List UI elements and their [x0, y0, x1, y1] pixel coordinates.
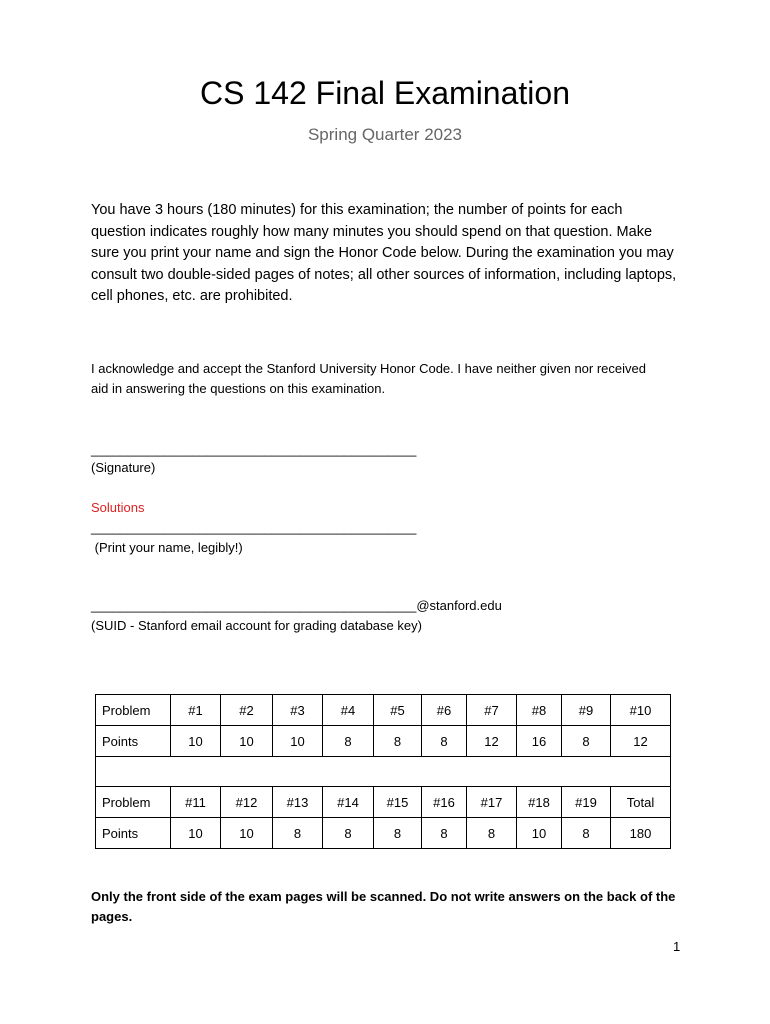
name-value: Solutions [91, 500, 145, 515]
table-cell: 8 [422, 726, 467, 757]
table-cell: #6 [422, 695, 467, 726]
table-cell: 8 [422, 818, 467, 849]
table-cell: 10 [221, 818, 273, 849]
table-cell: 8 [374, 726, 422, 757]
table-cell: 10 [273, 726, 323, 757]
table-cell: 10 [221, 726, 273, 757]
name-line: _____________________________________________ [91, 520, 417, 535]
table-cell: 8 [562, 726, 611, 757]
table-cell: 8 [323, 818, 374, 849]
table-cell: #9 [562, 695, 611, 726]
table-cell: 16 [517, 726, 562, 757]
table-cell: #15 [374, 787, 422, 818]
table-cell: #3 [273, 695, 323, 726]
table-cell: #1 [171, 695, 221, 726]
table-cell: Total [611, 787, 671, 818]
page-title: CS 142 Final Examination [200, 75, 570, 111]
row-header: Problem [96, 787, 171, 818]
signature-line: _____________________________________________ [91, 442, 417, 457]
name-label: (Print your name, legibly!) [91, 540, 243, 555]
table-cell: #5 [374, 695, 422, 726]
table-cell: #19 [562, 787, 611, 818]
table-cell: 8 [374, 818, 422, 849]
table-cell: #10 [611, 695, 671, 726]
table-cell: 12 [611, 726, 671, 757]
table-cell: #16 [422, 787, 467, 818]
table-cell: 8 [273, 818, 323, 849]
table-cell: 8 [467, 818, 517, 849]
table-cell: #18 [517, 787, 562, 818]
table-cell: #4 [323, 695, 374, 726]
spacer-cell [96, 757, 671, 787]
table-row [96, 818, 671, 849]
table-cell: #17 [467, 787, 517, 818]
signature-label: (Signature) [91, 460, 156, 475]
scanning-note: Only the front side of the exam pages will be scanned. Do not write answers on the back of the pages. [91, 889, 676, 924]
page-number: 1 [673, 939, 681, 954]
table-cell: #8 [517, 695, 562, 726]
table-cell: 10 [171, 726, 221, 757]
table-cell: #11 [171, 787, 221, 818]
email-line: _____________________________________________@stanford.edu [91, 598, 502, 613]
table-row [96, 695, 671, 726]
honor-code-statement: I acknowledge and accept the Stanford University Honor Code. I have neither given nor received aid in answering the questions on this examination. [91, 361, 646, 396]
table-row [96, 726, 671, 757]
table-cell: 10 [517, 818, 562, 849]
row-header: Points [96, 726, 171, 757]
table-cell: #7 [467, 695, 517, 726]
table-cell: 180 [611, 818, 671, 849]
table-cell: 12 [467, 726, 517, 757]
table-cell: 8 [562, 818, 611, 849]
table-cell: #13 [273, 787, 323, 818]
page-subtitle: Spring Quarter 2023 [307, 125, 463, 144]
email-label: (SUID - Stanford email account for grading database key) [91, 618, 422, 633]
table-cell: #12 [221, 787, 273, 818]
table-cell: 8 [323, 726, 374, 757]
table-row [96, 787, 671, 818]
row-header: Points [96, 818, 171, 849]
table-cell: #14 [323, 787, 374, 818]
table-cell: 10 [171, 818, 221, 849]
intro-paragraph: You have 3 hours (180 minutes) for this examination; the number of points for each question indicates roughly how many minutes you should spend on that question. Make sure you print your name and sign the Honor Code below. During the examination you may consult two double-sided pages of notes; all other sources of information, including laptops, cell phones, etc. are prohibited. [91, 202, 677, 304]
score-table [95, 694, 671, 849]
row-header: Problem [96, 695, 171, 726]
table-cell: #2 [221, 695, 273, 726]
table-spacer-row [96, 757, 671, 787]
